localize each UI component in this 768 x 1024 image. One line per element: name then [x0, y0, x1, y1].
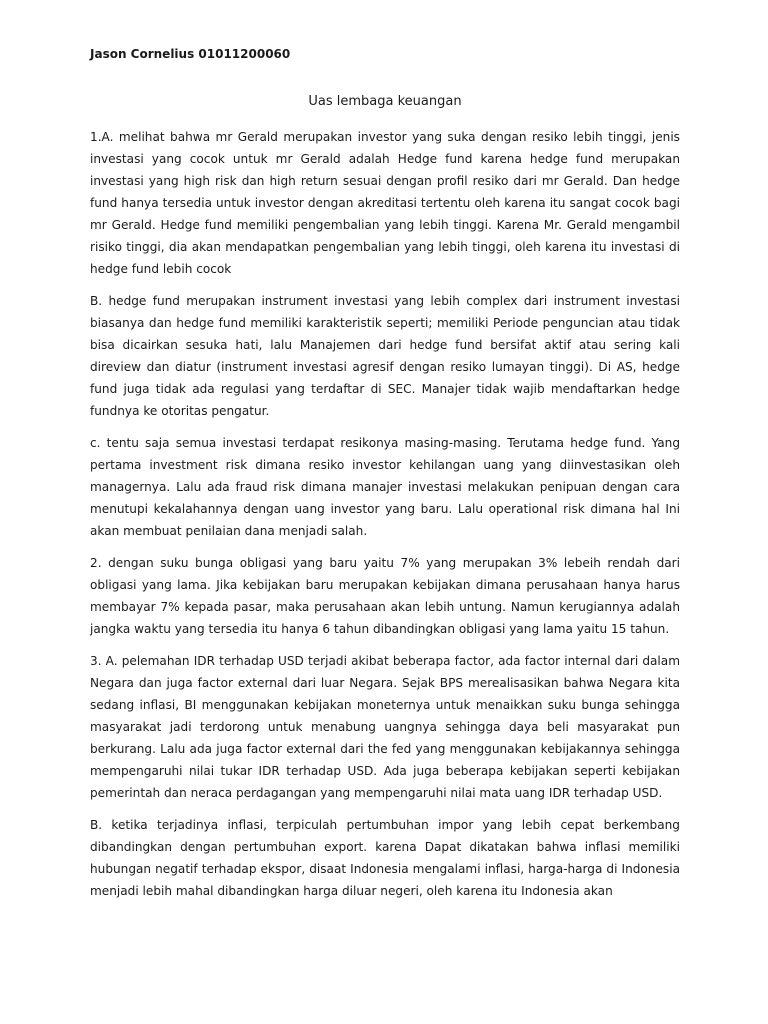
document-body [90, 126, 680, 912]
document-title: Uas lembaga keuangan [308, 94, 462, 109]
paragraph-1c: c. tentu saja semua investasi terdapat resikonya masing-masing. Terutama hedge fund. Yang pertama investment risk dimana resiko investor kehilangan uang yang diinvestasikan oleh managernya. Lalu ada fraud risk dimana manajer investasi melakukan penipuan dengan cara menutupi kekalahannya dengan uang investor yang baru. Lalu operational risk dimana hal Ini akan membuat penilaian dana menjadi salah. [90, 436, 680, 538]
author-line: Jason Cornelius 01011200060 [90, 47, 291, 61]
paragraph-1a: 1.A. melihat bahwa mr Gerald merupakan investor yang suka dengan resiko lebih tinggi, jenis investasi yang cocok untuk mr Gerald adalah Hedge fund karena hedge fund merupakan investasi yang high risk dan high return sesuai dengan profil resiko dari mr Gerald. Dan hedge fund hanya tersedia untuk investor dengan akreditasi tertentu oleh karena itu sangat cocok bagi mr Gerald. Hedge fund memiliki pengembalian yang lebih tinggi. Karena Mr. Gerald mengambil risiko tinggi, dia akan mendapatkan pengembalian yang lebih tinggi, oleh karena itu investasi di hedge fund lebih cocok [90, 130, 680, 276]
paragraph-3a: 3. A. pelemahan IDR terhadap USD terjadi akibat beberapa factor, ada factor internal dari dalam Negara dan juga factor external dari luar Negara. Sejak BPS merealisasikan bahwa Negara kita sedang inflasi, BI menggunakan kebijakan moneternya untuk menaikkan suku bunga sehingga masyarakat jadi terdorong untuk menabung uangnya sehingga daya beli masyarakat pun berkurang. Lalu ada juga factor external dari the fed yang menggunakan kebijakannya sehingga mempengaruhi nilai tukar IDR terhadap USD. Ada juga beberapa kebijakan seperti kebijakan pemerintah dan neraca perdagangan yang mempengaruhi nilai mata uang IDR terhadap USD. [90, 654, 680, 800]
paragraph-1b: B. hedge fund merupakan instrument investasi yang lebih complex dari instrument investasi biasanya dan hedge fund memiliki karakteristik seperti; memiliki Periode penguncian atau tidak bisa dicairkan sesuka hati, lalu Manajemen dari hedge fund bersifat aktif atau sering kali direview dan diatur (instrument investasi agresif dengan resiko lumayan tinggi). Di AS, hedge fund juga tidak ada regulasi yang terdaftar di SEC. Manajer tidak wajib mendaftarkan hedge fundnya ke otoritas pengatur. [90, 294, 680, 418]
paragraph-3b: B. ketika terjadinya inflasi, terpiculah pertumbuhan impor yang lebih cepat berkembang dibandingkan dengan pertumbuhan export. karena Dapat dikatakan bahwa inflasi memiliki hubungan negatif terhadap ekspor, disaat Indonesia mengalami inflasi, harga-harga di Indonesia menjadi lebih mahal dibandingkan harga diluar negeri, oleh karena itu Indonesia akan [90, 818, 680, 898]
paragraph-2: 2. dengan suku bunga obligasi yang baru yaitu 7% yang merupakan 3% lebeih rendah dari obligasi yang lama. Jika kebijakan baru merupakan kebijakan dimana perusahaan hanya harus membayar 7% kepada pasar, maka perusahaan akan lebih untung. Namun kerugiannya adalah jangka waktu yang tersedia itu hanya 6 tahun dibandingkan obligasi yang lama yaitu 15 tahun. [90, 556, 680, 636]
